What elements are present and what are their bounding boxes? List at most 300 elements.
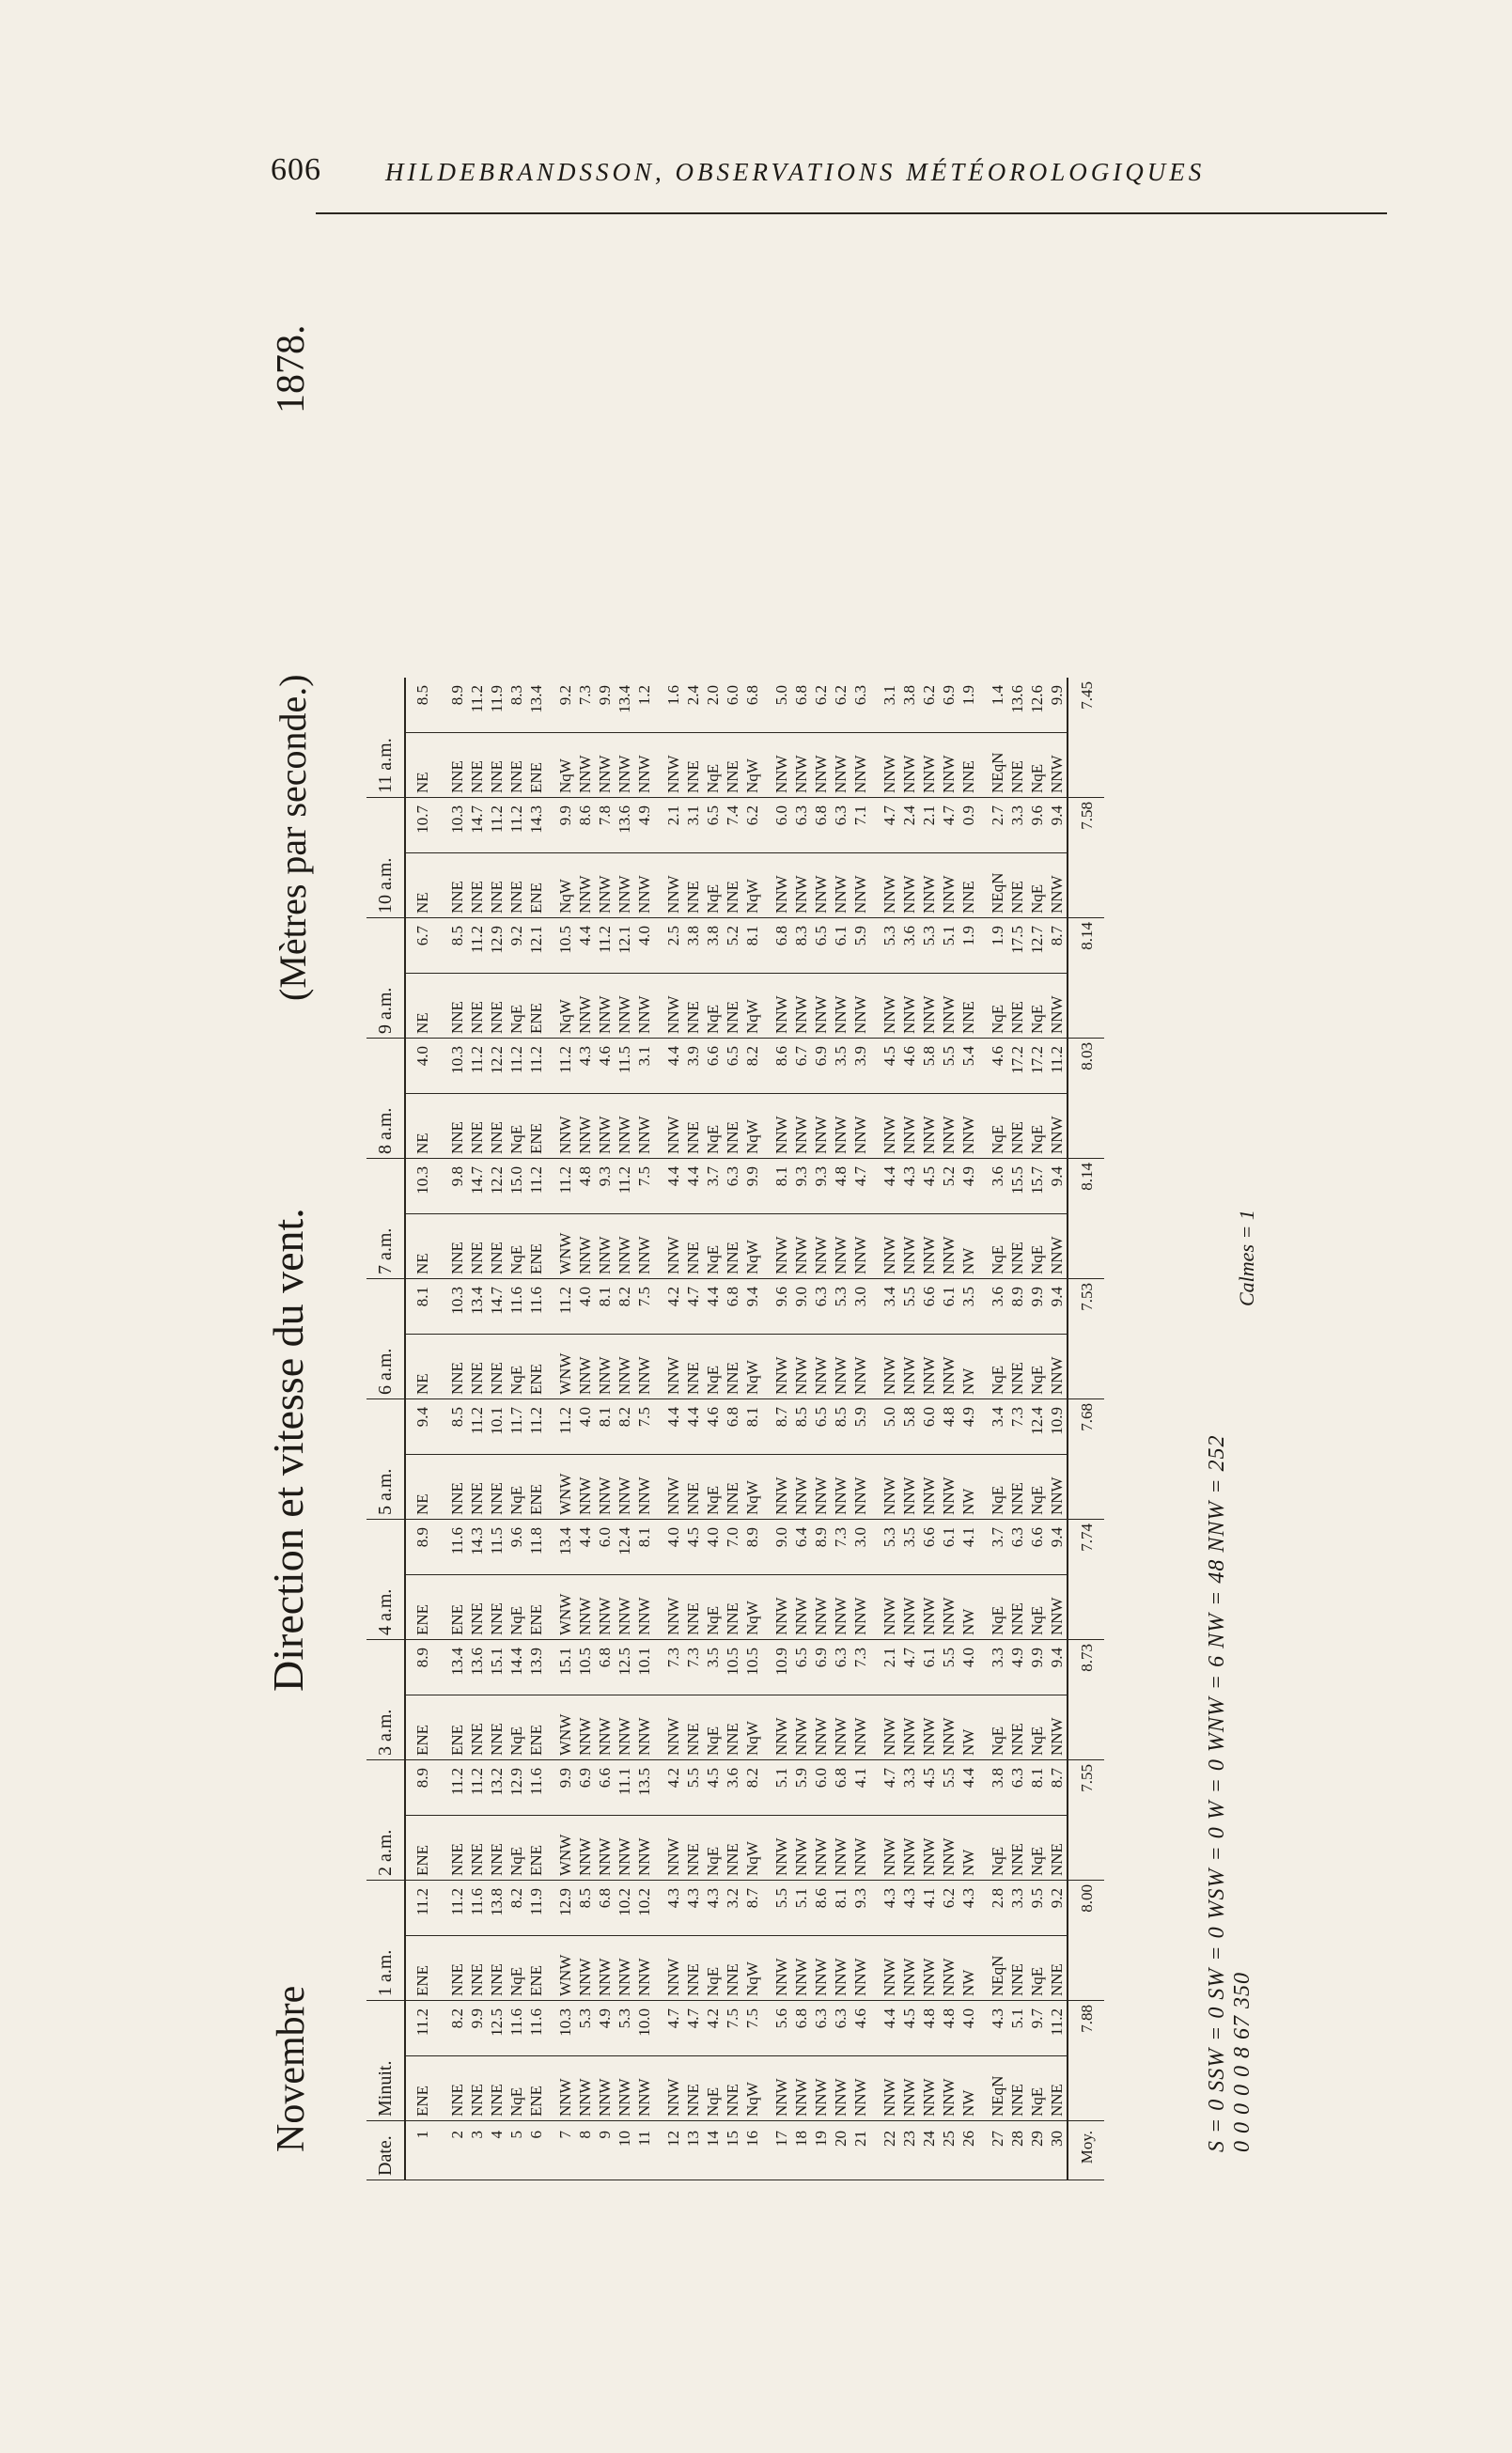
wind-direction-cell: WNW xyxy=(555,1936,575,2001)
date-cell: 13 xyxy=(683,2121,703,2180)
wind-direction-cell: NNE xyxy=(683,1094,703,1159)
wind-speed-cell: 10.3 xyxy=(447,798,467,853)
wind-speed-cell: 8.7 xyxy=(1047,918,1068,974)
wind-speed-cell: 8.6 xyxy=(811,1881,831,1936)
wind-speed-cell: 8.5 xyxy=(447,1399,467,1455)
wind-speed-cell: 10.0 xyxy=(634,2001,663,2056)
wind-direction-cell: NNW xyxy=(899,1094,919,1159)
wind-speed-cell: 5.1 xyxy=(772,1760,791,1816)
wind-speed-cell: 4.9 xyxy=(1007,1640,1027,1695)
wind-direction-cell: NEqN xyxy=(988,2056,1007,2121)
table-row xyxy=(880,678,899,2180)
hour-column-header: 3 a.m. xyxy=(366,1640,405,1760)
wind-direction-cell: NNE xyxy=(723,733,742,798)
table-title-row xyxy=(246,254,359,2180)
date-cell: 27 xyxy=(988,2121,1007,2180)
wind-direction-cell: NNE xyxy=(723,1214,742,1279)
table-row xyxy=(791,678,811,2180)
wind-speed-cell: 5.5 xyxy=(899,1279,919,1335)
wind-direction-cell: NqE xyxy=(507,1214,526,1279)
wind-direction-cell: NNW xyxy=(772,1455,791,1520)
wind-direction-cell: NNE xyxy=(447,974,467,1039)
wind-speed-cell: 3.6 xyxy=(899,918,919,974)
wind-speed-cell: 5.1 xyxy=(791,1881,811,1936)
wind-speed-cell: 10.7 xyxy=(405,798,447,853)
wind-direction-cell: ENE xyxy=(526,1695,555,1760)
wind-speed-cell: 5.9 xyxy=(850,918,880,974)
wind-direction-cell: NNW xyxy=(595,1455,615,1520)
wind-direction-cell: NqE xyxy=(703,1335,723,1399)
page-header xyxy=(0,0,1512,216)
wind-direction-cell: NNW xyxy=(791,1214,811,1279)
wind-direction-cell: NNW xyxy=(663,974,683,1039)
date-cell: 6 xyxy=(526,2121,555,2180)
wind-table xyxy=(366,678,1104,2180)
wind-speed-cell: 4.0 xyxy=(575,1279,595,1335)
wind-direction-cell: NNW xyxy=(634,1816,663,1881)
date-cell: 10 xyxy=(615,2121,634,2180)
date-cell: 8 xyxy=(575,2121,595,2180)
wind-speed-cell: 6.0 xyxy=(772,798,791,853)
wind-direction-cell: NqE xyxy=(988,1695,1007,1760)
wind-direction-cell: NNW xyxy=(615,1094,634,1159)
wind-speed-cell: 6.3 xyxy=(723,1159,742,1214)
wind-direction-cell: NNE xyxy=(467,1695,487,1760)
hour-column-header: 4 a.m. xyxy=(366,1520,405,1640)
wind-speed-cell: 3.5 xyxy=(959,1279,988,1335)
wind-direction-cell: NNE xyxy=(1007,1455,1027,1520)
wind-speed-cell: 3.1 xyxy=(880,678,899,733)
wind-speed-cell: 4.7 xyxy=(880,798,899,853)
wind-speed-cell: 1.9 xyxy=(959,918,988,974)
wind-speed-cell: 11.2 xyxy=(615,1159,634,1214)
wind-speed-cell: 15.1 xyxy=(555,1640,575,1695)
date-cell: 14 xyxy=(703,2121,723,2180)
wind-speed-cell: 6.0 xyxy=(723,678,742,733)
table-row xyxy=(507,678,526,2180)
wind-speed-cell: 11.2 xyxy=(595,918,615,974)
wind-direction-cell: NqE xyxy=(988,1455,1007,1520)
wind-direction-cell: NNW xyxy=(899,974,919,1039)
wind-direction-cell: NNW xyxy=(811,1816,831,1881)
wind-direction-cell: NNW xyxy=(575,2056,595,2121)
wind-direction-cell: NNW xyxy=(575,1936,595,2001)
wind-direction-cell: NNE xyxy=(447,1936,467,2001)
wind-speed-cell: 7.8 xyxy=(595,798,615,853)
wind-speed-cell: 4.3 xyxy=(575,1039,595,1094)
wind-speed-cell: 4.3 xyxy=(703,1881,723,1936)
wind-speed-cell: 8.9 xyxy=(447,678,467,733)
wind-direction-cell: NNW xyxy=(939,1695,959,1760)
wind-speed-cell: 9.8 xyxy=(447,1159,467,1214)
wind-direction-cell: NNW xyxy=(831,1094,850,1159)
wind-speed-cell: 6.8 xyxy=(595,1881,615,1936)
wind-speed-cell: 8.6 xyxy=(772,1039,791,1094)
wind-speed-cell: 6.2 xyxy=(939,1881,959,1936)
wind-speed-cell: 3.9 xyxy=(683,1039,703,1094)
wind-direction-cell: NNW xyxy=(634,1575,663,1640)
wind-speed-cell: 6.8 xyxy=(831,1760,850,1816)
wind-direction-cell: NNW xyxy=(772,1335,791,1399)
wind-speed-cell: 6.3 xyxy=(831,798,850,853)
wind-direction-cell: NNW xyxy=(791,1695,811,1760)
wind-speed-cell: 13.4 xyxy=(615,678,634,733)
wind-direction-cell: NNW xyxy=(772,1094,791,1159)
wind-direction-cell: WNW xyxy=(555,1455,575,1520)
wind-speed-cell: 6.2 xyxy=(831,678,850,733)
wind-speed-cell: 6.6 xyxy=(919,1520,939,1575)
wind-direction-cell: NqE xyxy=(1027,733,1047,798)
wind-speed-cell: 6.2 xyxy=(742,798,772,853)
wind-direction-cell: NNE xyxy=(487,974,507,1039)
wind-speed-cell: 11.2 xyxy=(447,1760,467,1816)
mean-row xyxy=(1068,678,1104,2180)
wind-direction-cell: NNW xyxy=(811,1575,831,1640)
wind-direction-cell: NNW xyxy=(850,733,880,798)
wind-speed-cell: 9.9 xyxy=(1027,1279,1047,1335)
wind-speed-cell: 5.0 xyxy=(772,678,791,733)
wind-direction-cell: NNE xyxy=(683,1816,703,1881)
wind-direction-cell: NqE xyxy=(703,1455,723,1520)
hour-column-header: Minuit. xyxy=(366,2001,405,2121)
hour-column-header: 11 a.m. xyxy=(366,678,405,798)
wind-direction-cell: NNE xyxy=(487,1214,507,1279)
wind-speed-cell: 3.3 xyxy=(1007,1881,1027,1936)
wind-speed-cell: 4.4 xyxy=(959,1760,988,1816)
wind-direction-cell: NNW xyxy=(1047,853,1068,918)
wind-speed-cell: 13.5 xyxy=(634,1760,663,1816)
wind-direction-cell: NNE xyxy=(1007,733,1027,798)
wind-direction-cell: NNW xyxy=(791,733,811,798)
wind-direction-cell: NNW xyxy=(575,1335,595,1399)
wind-speed-cell: 4.8 xyxy=(831,1159,850,1214)
wind-direction-cell: NNW xyxy=(575,733,595,798)
month-label: Novembre xyxy=(270,1985,313,2152)
wind-speed-cell: 2.0 xyxy=(703,678,723,733)
wind-direction-cell: NNW xyxy=(772,974,791,1039)
wind-speed-cell: 9.0 xyxy=(791,1279,811,1335)
wind-direction-cell: NqW xyxy=(742,1575,772,1640)
wind-direction-cell: NqE xyxy=(988,1094,1007,1159)
date-cell: 25 xyxy=(939,2121,959,2180)
wind-speed-cell: 4.7 xyxy=(683,1279,703,1335)
wind-direction-cell: NNW xyxy=(880,1816,899,1881)
wind-direction-cell: NNW xyxy=(575,1455,595,1520)
wind-speed-cell: 11.6 xyxy=(526,1279,555,1335)
wind-direction-cell: NNW xyxy=(850,1094,880,1159)
wind-speed-cell: 6.0 xyxy=(811,1760,831,1816)
wind-direction-cell: NNE xyxy=(467,2056,487,2121)
wind-direction-cell: NNE xyxy=(959,974,988,1039)
wind-speed-cell: 2.4 xyxy=(683,678,703,733)
wind-speed-cell: 11.5 xyxy=(615,1039,634,1094)
wind-direction-cell: NNW xyxy=(1047,1575,1068,1640)
wind-direction-cell: NqE xyxy=(703,974,723,1039)
wind-speed-cell: 8.2 xyxy=(447,2001,467,2056)
wind-speed-cell: 6.7 xyxy=(791,1039,811,1094)
wind-speed-cell: 12.1 xyxy=(526,918,555,974)
wind-direction-cell: NNE xyxy=(487,733,507,798)
wind-speed-cell: 3.8 xyxy=(703,918,723,974)
wind-speed-cell: 10.5 xyxy=(742,1640,772,1695)
wind-direction-cell: NW xyxy=(959,1455,988,1520)
wind-speed-cell: 4.1 xyxy=(919,1881,939,1936)
wind-speed-cell: 4.6 xyxy=(703,1399,723,1455)
wind-speed-cell: 9.9 xyxy=(467,2001,487,2056)
wind-speed-cell: 2.5 xyxy=(663,918,683,974)
wind-direction-cell: NNE xyxy=(723,1575,742,1640)
wind-speed-cell: 11.6 xyxy=(507,2001,526,2056)
wind-speed-cell: 4.2 xyxy=(663,1760,683,1816)
wind-speed-cell: 6.8 xyxy=(791,2001,811,2056)
wind-speed-cell: 7.5 xyxy=(634,1159,663,1214)
wind-direction-cell: NNE xyxy=(487,1455,507,1520)
wind-speed-cell: 9.6 xyxy=(507,1520,526,1575)
wind-direction-cell: NNW xyxy=(899,1695,919,1760)
wind-direction-cell: NNW xyxy=(791,1816,811,1881)
wind-speed-cell: 12.9 xyxy=(555,1881,575,1936)
date-cell: 30 xyxy=(1047,2121,1068,2180)
wind-direction-cell: NNE xyxy=(507,853,526,918)
table-row xyxy=(919,678,939,2180)
wind-speed-cell: 6.3 xyxy=(850,678,880,733)
wind-direction-cell: NNE xyxy=(467,1335,487,1399)
wind-speed-cell: 3.6 xyxy=(988,1279,1007,1335)
wind-speed-cell: 15.7 xyxy=(1027,1159,1047,1214)
wind-direction-cell: NqE xyxy=(1027,1816,1047,1881)
wind-speed-cell: 11.2 xyxy=(526,1399,555,1455)
wind-direction-cell: NNW xyxy=(811,1214,831,1279)
wind-direction-cell: NNW xyxy=(772,1575,791,1640)
table-row xyxy=(1027,678,1047,2180)
wind-direction-cell: ENE xyxy=(526,853,555,918)
wind-direction-cell: NNW xyxy=(595,1575,615,1640)
wind-direction-cell: NNW xyxy=(634,1094,663,1159)
date-cell: 5 xyxy=(507,2121,526,2180)
wind-direction-cell: NNW xyxy=(831,974,850,1039)
wind-speed-cell: 9.9 xyxy=(595,678,615,733)
wind-speed-cell: 13.4 xyxy=(526,678,555,733)
wind-speed-cell: 4.0 xyxy=(703,1520,723,1575)
wind-speed-cell: 8.3 xyxy=(791,918,811,974)
wind-direction-cell: NE xyxy=(405,1335,447,1399)
wind-speed-cell: 4.9 xyxy=(959,1159,988,1214)
wind-direction-cell: NqE xyxy=(703,1936,723,2001)
wind-direction-cell: NqE xyxy=(507,1575,526,1640)
wind-direction-cell: NNW xyxy=(880,1455,899,1520)
wind-direction-cell: NNW xyxy=(615,1936,634,2001)
wind-direction-cell: NNW xyxy=(939,733,959,798)
wind-speed-cell: 4.0 xyxy=(575,1399,595,1455)
wind-direction-cell: NNE xyxy=(1007,1335,1027,1399)
wind-direction-cell: NW xyxy=(959,1936,988,2001)
wind-direction-cell: NNE xyxy=(487,2056,507,2121)
wind-direction-cell: ENE xyxy=(526,1575,555,1640)
wind-direction-cell: NNE xyxy=(723,2056,742,2121)
wind-direction-cell: NNW xyxy=(880,1094,899,1159)
wind-direction-cell: NqE xyxy=(507,1936,526,2001)
wind-speed-cell: 3.3 xyxy=(899,1760,919,1816)
date-cell: 19 xyxy=(811,2121,831,2180)
wind-speed-cell: 11.2 xyxy=(467,1760,487,1816)
wind-speed-cell: 9.3 xyxy=(595,1159,615,1214)
wind-speed-cell: 4.6 xyxy=(899,1039,919,1094)
wind-direction-cell: NqW xyxy=(555,853,575,918)
wind-speed-cell: 5.2 xyxy=(939,1159,959,1214)
wind-speed-cell: 3.7 xyxy=(988,1520,1007,1575)
table-row xyxy=(939,678,959,2180)
wind-direction-cell: ENE xyxy=(526,1335,555,1399)
wind-speed-cell: 4.6 xyxy=(988,1039,1007,1094)
wind-speed-cell: 11.2 xyxy=(555,1039,575,1094)
wind-speed-cell: 4.5 xyxy=(899,2001,919,2056)
wind-speed-cell: 3.3 xyxy=(1007,798,1027,853)
wind-speed-cell: 3.4 xyxy=(880,1279,899,1335)
wind-direction-cell: NNW xyxy=(811,1695,831,1760)
date-cell: 28 xyxy=(1007,2121,1027,2180)
wind-speed-cell: 3.7 xyxy=(703,1159,723,1214)
date-cell: 21 xyxy=(850,2121,880,2180)
wind-speed-cell: 6.8 xyxy=(811,798,831,853)
wind-direction-cell: NqW xyxy=(742,1695,772,1760)
wind-speed-cell: 4.3 xyxy=(880,1881,899,1936)
table-title: Direction et vitesse du vent. xyxy=(264,1208,312,1692)
mean-value-cell: 7.45 xyxy=(1068,678,1104,798)
wind-speed-cell: 4.3 xyxy=(663,1881,683,1936)
wind-direction-cell: NNE xyxy=(959,733,988,798)
wind-speed-cell: 9.2 xyxy=(555,678,575,733)
mean-value-cell: 8.14 xyxy=(1068,1159,1104,1279)
wind-direction-cell: NNE xyxy=(683,1455,703,1520)
wind-direction-cell: NNW xyxy=(831,1936,850,2001)
wind-speed-cell: 8.7 xyxy=(1047,1760,1068,1816)
wind-speed-cell: 17.5 xyxy=(1007,918,1027,974)
date-cell: 16 xyxy=(742,2121,772,2180)
wind-speed-cell: 4.7 xyxy=(850,1159,880,1214)
mean-value-cell: 8.03 xyxy=(1068,1039,1104,1159)
wind-speed-cell: 4.4 xyxy=(683,1399,703,1455)
wind-direction-cell: NNW xyxy=(850,1695,880,1760)
wind-direction-cell: ENE xyxy=(526,974,555,1039)
wind-speed-cell: 2.1 xyxy=(880,1640,899,1695)
wind-direction-cell: NqE xyxy=(988,1575,1007,1640)
table-row xyxy=(555,678,575,2180)
wind-direction-cell: NNW xyxy=(899,1335,919,1399)
wind-direction-cell: NNW xyxy=(811,853,831,918)
wind-direction-cell: NNW xyxy=(939,1335,959,1399)
wind-speed-cell: 9.4 xyxy=(1047,1279,1068,1335)
wind-direction-cell: WNW xyxy=(555,1575,575,1640)
wind-direction-cell: NNW xyxy=(634,974,663,1039)
wind-speed-cell: 15.1 xyxy=(487,1640,507,1695)
wind-speed-cell: 11.2 xyxy=(507,798,526,853)
wind-direction-cell: NNW xyxy=(850,1936,880,2001)
wind-speed-cell: 11.6 xyxy=(507,1279,526,1335)
wind-speed-cell: 10.2 xyxy=(634,1881,663,1936)
wind-direction-cell: NNW xyxy=(575,1214,595,1279)
wind-direction-cell: NNW xyxy=(899,1455,919,1520)
wind-speed-cell: 4.5 xyxy=(703,1760,723,1816)
wind-direction-cell: NNW xyxy=(634,853,663,918)
date-cell: 24 xyxy=(919,2121,939,2180)
wind-speed-cell: 6.3 xyxy=(831,1640,850,1695)
wind-direction-cell: NqE xyxy=(703,853,723,918)
wind-speed-cell: 11.2 xyxy=(555,1399,575,1455)
table-row xyxy=(683,678,703,2180)
wind-direction-cell: NNW xyxy=(615,853,634,918)
wind-speed-cell: 5.1 xyxy=(1007,2001,1027,2056)
wind-direction-cell: NNE xyxy=(467,1575,487,1640)
wind-speed-cell: 12.9 xyxy=(507,1760,526,1816)
wind-direction-cell: NNW xyxy=(880,1936,899,2001)
date-cell: 18 xyxy=(791,2121,811,2180)
wind-direction-cell: NNE xyxy=(447,1455,467,1520)
mean-value-cell: 7.55 xyxy=(1068,1760,1104,1881)
wind-speed-cell: 9.3 xyxy=(850,1881,880,1936)
wind-direction-cell: NNE xyxy=(487,853,507,918)
wind-direction-cell: NEqN xyxy=(988,1936,1007,2001)
wind-speed-cell: 4.7 xyxy=(663,2001,683,2056)
wind-direction-cell: NNW xyxy=(791,2056,811,2121)
hour-column-header: 5 a.m. xyxy=(366,1399,405,1520)
wind-direction-cell: NqE xyxy=(988,1214,1007,1279)
wind-direction-cell: NNW xyxy=(850,1575,880,1640)
wind-direction-cell: NqE xyxy=(1027,1575,1047,1640)
wind-direction-cell: ENE xyxy=(405,1816,447,1881)
wind-direction-cell: NNE xyxy=(1007,1094,1027,1159)
table-row xyxy=(467,678,487,2180)
wind-direction-cell: NEqN xyxy=(988,853,1007,918)
wind-direction-cell: NNE xyxy=(1007,1575,1027,1640)
wind-speed-cell: 1.9 xyxy=(988,918,1007,974)
wind-speed-cell: 10.5 xyxy=(723,1640,742,1695)
wind-direction-cell: ENE xyxy=(405,1575,447,1640)
wind-direction-cell: NqW xyxy=(555,733,575,798)
date-cell: 7 xyxy=(555,2121,575,2180)
wind-speed-cell: 9.5 xyxy=(1027,1881,1047,1936)
table-row xyxy=(1047,678,1068,2180)
wind-speed-cell: 6.9 xyxy=(811,1640,831,1695)
table-row xyxy=(615,678,634,2180)
wind-direction-cell: NqW xyxy=(742,1335,772,1399)
wind-direction-cell: NNW xyxy=(595,2056,615,2121)
wind-speed-cell: 8.1 xyxy=(772,1159,791,1214)
hour-column-header: 1 a.m. xyxy=(366,1881,405,2001)
wind-direction-cell: NqE xyxy=(1027,1094,1047,1159)
wind-speed-cell: 6.3 xyxy=(1007,1760,1027,1816)
wind-direction-cell: NNE xyxy=(683,1936,703,2001)
table-row xyxy=(575,678,595,2180)
wind-speed-cell: 4.7 xyxy=(899,1640,919,1695)
table-row xyxy=(405,678,447,2180)
wind-speed-cell: 9.9 xyxy=(742,1159,772,1214)
wind-direction-cell: NNW xyxy=(939,1214,959,1279)
wind-speed-cell: 5.3 xyxy=(575,2001,595,2056)
wind-speed-cell: 14.7 xyxy=(467,1159,487,1214)
table-row xyxy=(703,678,723,2180)
wind-direction-cell: NE xyxy=(405,853,447,918)
wind-direction-cell: NNW xyxy=(595,1936,615,2001)
mean-label: Moy. xyxy=(1068,2121,1104,2180)
wind-speed-cell: 3.0 xyxy=(850,1520,880,1575)
wind-speed-cell: 7.1 xyxy=(850,798,880,853)
wind-direction-cell: NqE xyxy=(1027,1936,1047,2001)
wind-speed-cell: 11.2 xyxy=(405,2001,447,2056)
wind-direction-cell: NNE xyxy=(447,1335,467,1399)
wind-speed-cell: 9.6 xyxy=(772,1279,791,1335)
wind-direction-cell: NEqN xyxy=(988,733,1007,798)
wind-speed-cell: 10.9 xyxy=(1047,1399,1068,1455)
